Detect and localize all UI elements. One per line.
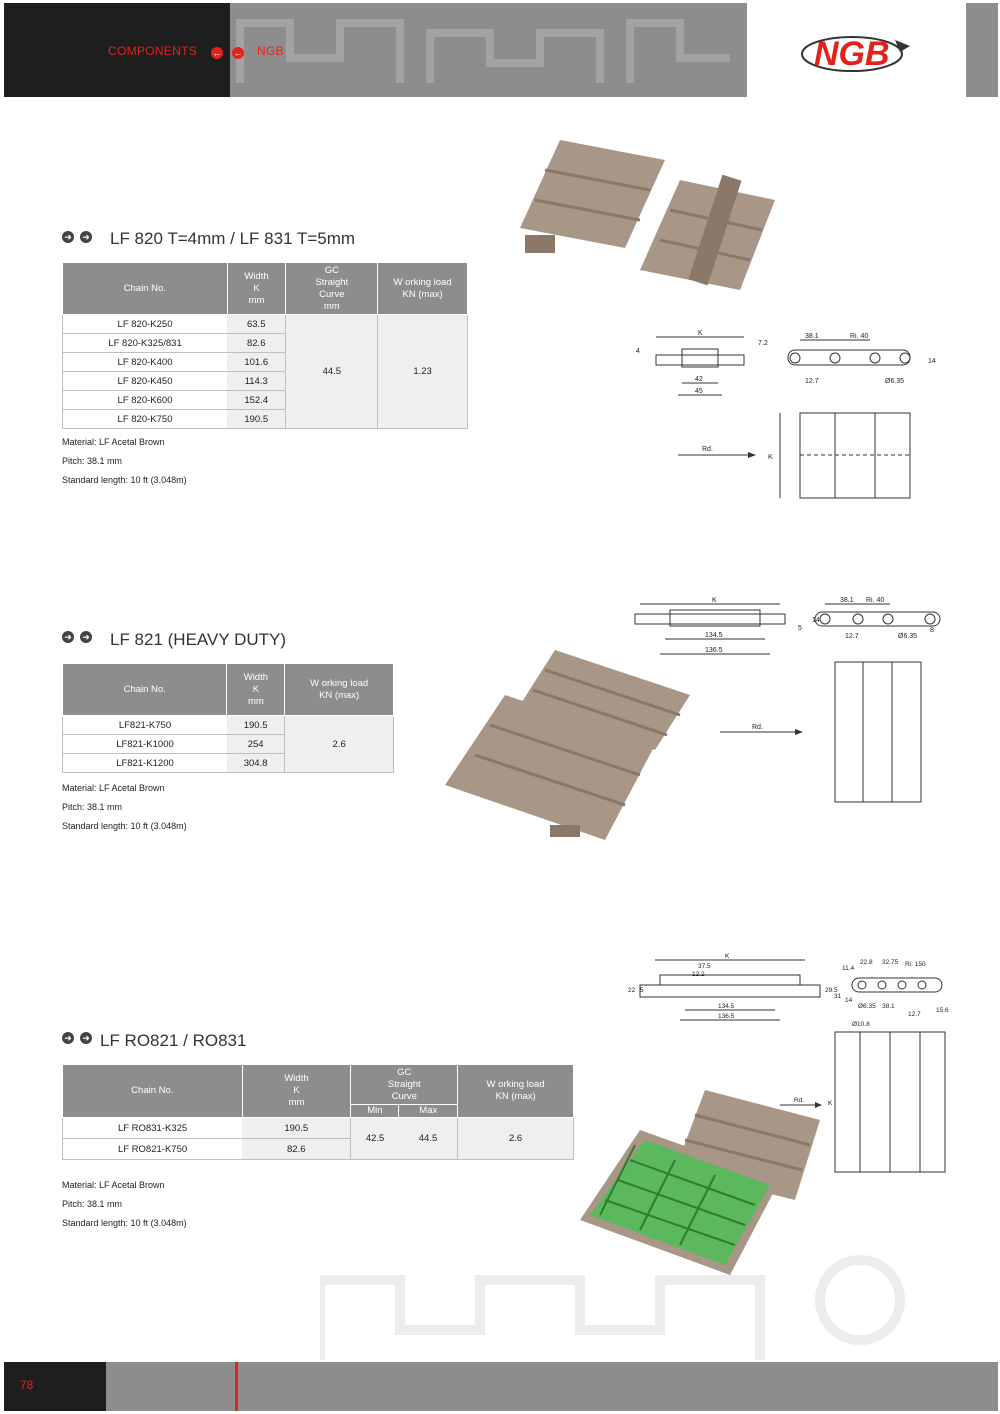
footer-red-divider xyxy=(235,1362,238,1411)
spec-table xyxy=(62,1064,574,1160)
svg-text:37.5: 37.5 xyxy=(698,963,711,970)
svg-text:42: 42 xyxy=(695,376,703,383)
col-header-load: W orking load KN (max) xyxy=(285,664,394,716)
svg-text:7.2: 7.2 xyxy=(758,340,768,347)
bullet-arrow-icon: ➜ xyxy=(80,631,92,643)
svg-text:31: 31 xyxy=(834,993,842,1000)
table-row: LF RO821-K750 82.6 xyxy=(63,1139,574,1160)
col-header-gc: GC Straight Curve xyxy=(351,1065,458,1105)
note-length: Standard length: 10 ft (3.048m) xyxy=(62,475,187,485)
note-pitch: Pitch: 38.1 mm xyxy=(62,802,123,812)
svg-text:14: 14 xyxy=(928,358,936,365)
svg-text:K: K xyxy=(712,597,717,604)
background-watermark xyxy=(320,1240,920,1360)
arrow-left-icon: ← xyxy=(233,48,243,58)
breadcrumb-ngb[interactable]: NGB xyxy=(257,44,284,58)
svg-text:11.4: 11.4 xyxy=(842,965,855,972)
svg-text:15.6: 15.6 xyxy=(936,1007,949,1014)
svg-text:Rd.: Rd. xyxy=(702,446,713,453)
note-length: Standard length: 10 ft (3.048m) xyxy=(62,821,187,831)
chain-product-photo xyxy=(500,140,790,290)
svg-text:134.5: 134.5 xyxy=(705,632,723,639)
section-title: LF 821 (HEAVY DUTY) xyxy=(110,630,287,649)
svg-text:K: K xyxy=(828,1100,833,1107)
note-pitch: Pitch: 38.1 mm xyxy=(62,456,123,466)
bullet-arrow-icon: ➜ xyxy=(80,231,92,243)
svg-text:8: 8 xyxy=(930,627,934,634)
col-header-width: Width K mm xyxy=(242,1065,351,1118)
footer-grey-bar xyxy=(106,1362,998,1411)
svg-text:38.1: 38.1 xyxy=(805,333,819,340)
note-pitch: Pitch: 38.1 mm xyxy=(62,1199,123,1209)
header-right-strip xyxy=(966,3,998,97)
header-grey-banner xyxy=(230,3,747,97)
bullet-arrow-icon: ➜ xyxy=(62,231,74,243)
svg-text:38.1: 38.1 xyxy=(882,1003,895,1010)
table-row: LF 820-K450 114.3 xyxy=(63,372,468,391)
header-chain-pattern xyxy=(230,3,747,97)
section-title: LF RO821 / RO831 xyxy=(100,1031,247,1050)
svg-text:12.7: 12.7 xyxy=(845,633,859,640)
col-header-chain: Chain No. xyxy=(63,664,227,716)
page-number: 78 xyxy=(20,1378,34,1392)
bullet-arrow-icon: ➜ xyxy=(62,1032,74,1044)
svg-text:Ø10.8: Ø10.8 xyxy=(852,1021,870,1028)
table-row: LF 820-K400 101.6 xyxy=(63,353,468,372)
svg-text:K: K xyxy=(698,330,703,337)
svg-text:12.7: 12.7 xyxy=(908,1011,921,1018)
svg-text:Ø6.35: Ø6.35 xyxy=(858,1003,876,1010)
table-row: LF821-K750 190.5 2.6 xyxy=(63,716,394,735)
svg-text:Ri. 40: Ri. 40 xyxy=(850,333,869,340)
svg-text:136.5: 136.5 xyxy=(705,647,723,654)
svg-text:22.8: 22.8 xyxy=(860,959,873,966)
note-material: Material: LF Acetal Brown xyxy=(62,437,165,447)
ngb-logo xyxy=(800,28,916,76)
table-row: LF 820-K250 63.5 44.5 1.23 xyxy=(63,315,468,334)
svg-text:22: 22 xyxy=(628,987,636,994)
col-header-min: Min xyxy=(351,1105,399,1118)
svg-text:134.5: 134.5 xyxy=(718,1003,735,1010)
svg-text:12.7: 12.7 xyxy=(805,378,819,385)
table-row: LF 820-K600 152.4 xyxy=(63,391,468,410)
table-row: LF RO831-K325 190.5 42.5 44.5 2.6 xyxy=(63,1118,574,1139)
col-header-max: Max xyxy=(399,1105,458,1118)
table-row: LF 820-K325/831 82.6 xyxy=(63,334,468,353)
svg-text:5: 5 xyxy=(640,987,644,994)
svg-text:12.2: 12.2 xyxy=(692,971,705,978)
svg-text:14: 14 xyxy=(845,997,853,1004)
svg-text:K: K xyxy=(725,953,730,960)
technical-drawing xyxy=(630,592,945,807)
table-row: LF821-K1000 254 xyxy=(63,735,394,754)
col-header-chain: Chain No. xyxy=(63,263,228,315)
svg-text:Ri. 40: Ri. 40 xyxy=(866,597,885,604)
svg-text:14: 14 xyxy=(812,617,820,624)
svg-text:29.5: 29.5 xyxy=(825,987,838,994)
col-header-gc: GC Straight Curve mm xyxy=(286,263,378,315)
col-header-chain: Chain No. xyxy=(63,1065,243,1118)
arrow-left-icon: ← xyxy=(212,48,222,58)
table-row: LF821-K1200 304.8 xyxy=(63,754,394,773)
svg-text:38.1: 38.1 xyxy=(840,597,854,604)
breadcrumb-components[interactable]: COMPONENTS xyxy=(108,44,198,58)
spec-table xyxy=(62,663,394,773)
bullet-arrow-icon: ➜ xyxy=(80,1032,92,1044)
note-material: Material: LF Acetal Brown xyxy=(62,1180,165,1190)
svg-text:136.5: 136.5 xyxy=(718,1013,735,1020)
svg-text:32.75: 32.75 xyxy=(882,959,899,966)
svg-text:4: 4 xyxy=(636,348,640,355)
svg-text:Ri. 150: Ri. 150 xyxy=(905,961,926,968)
spec-table xyxy=(62,262,468,429)
svg-text:Rd.: Rd. xyxy=(794,1097,805,1104)
bullet-arrow-icon: ➜ xyxy=(62,631,74,643)
col-header-width: Width K mm xyxy=(227,263,286,315)
svg-text:Ø6.35: Ø6.35 xyxy=(885,378,905,385)
technical-drawing xyxy=(630,325,945,505)
svg-text:5: 5 xyxy=(798,625,802,632)
col-header-load: W orking load KN (max) xyxy=(458,1065,574,1118)
table-row: LF 820-K750 190.5 xyxy=(63,410,468,429)
svg-text:NGB: NGB xyxy=(814,35,890,73)
col-header-load: W orking load KN (max) xyxy=(378,263,468,315)
col-header-width: Width K mm xyxy=(227,664,285,716)
note-material: Material: LF Acetal Brown xyxy=(62,783,165,793)
section-title: LF 820 T=4mm / LF 831 T=5mm xyxy=(110,229,356,248)
note-length: Standard length: 10 ft (3.048m) xyxy=(62,1218,187,1228)
svg-text:Rd.: Rd. xyxy=(752,724,763,731)
svg-text:45: 45 xyxy=(695,388,703,395)
svg-text:Ø6.35: Ø6.35 xyxy=(898,633,918,640)
svg-text:K: K xyxy=(768,454,773,461)
